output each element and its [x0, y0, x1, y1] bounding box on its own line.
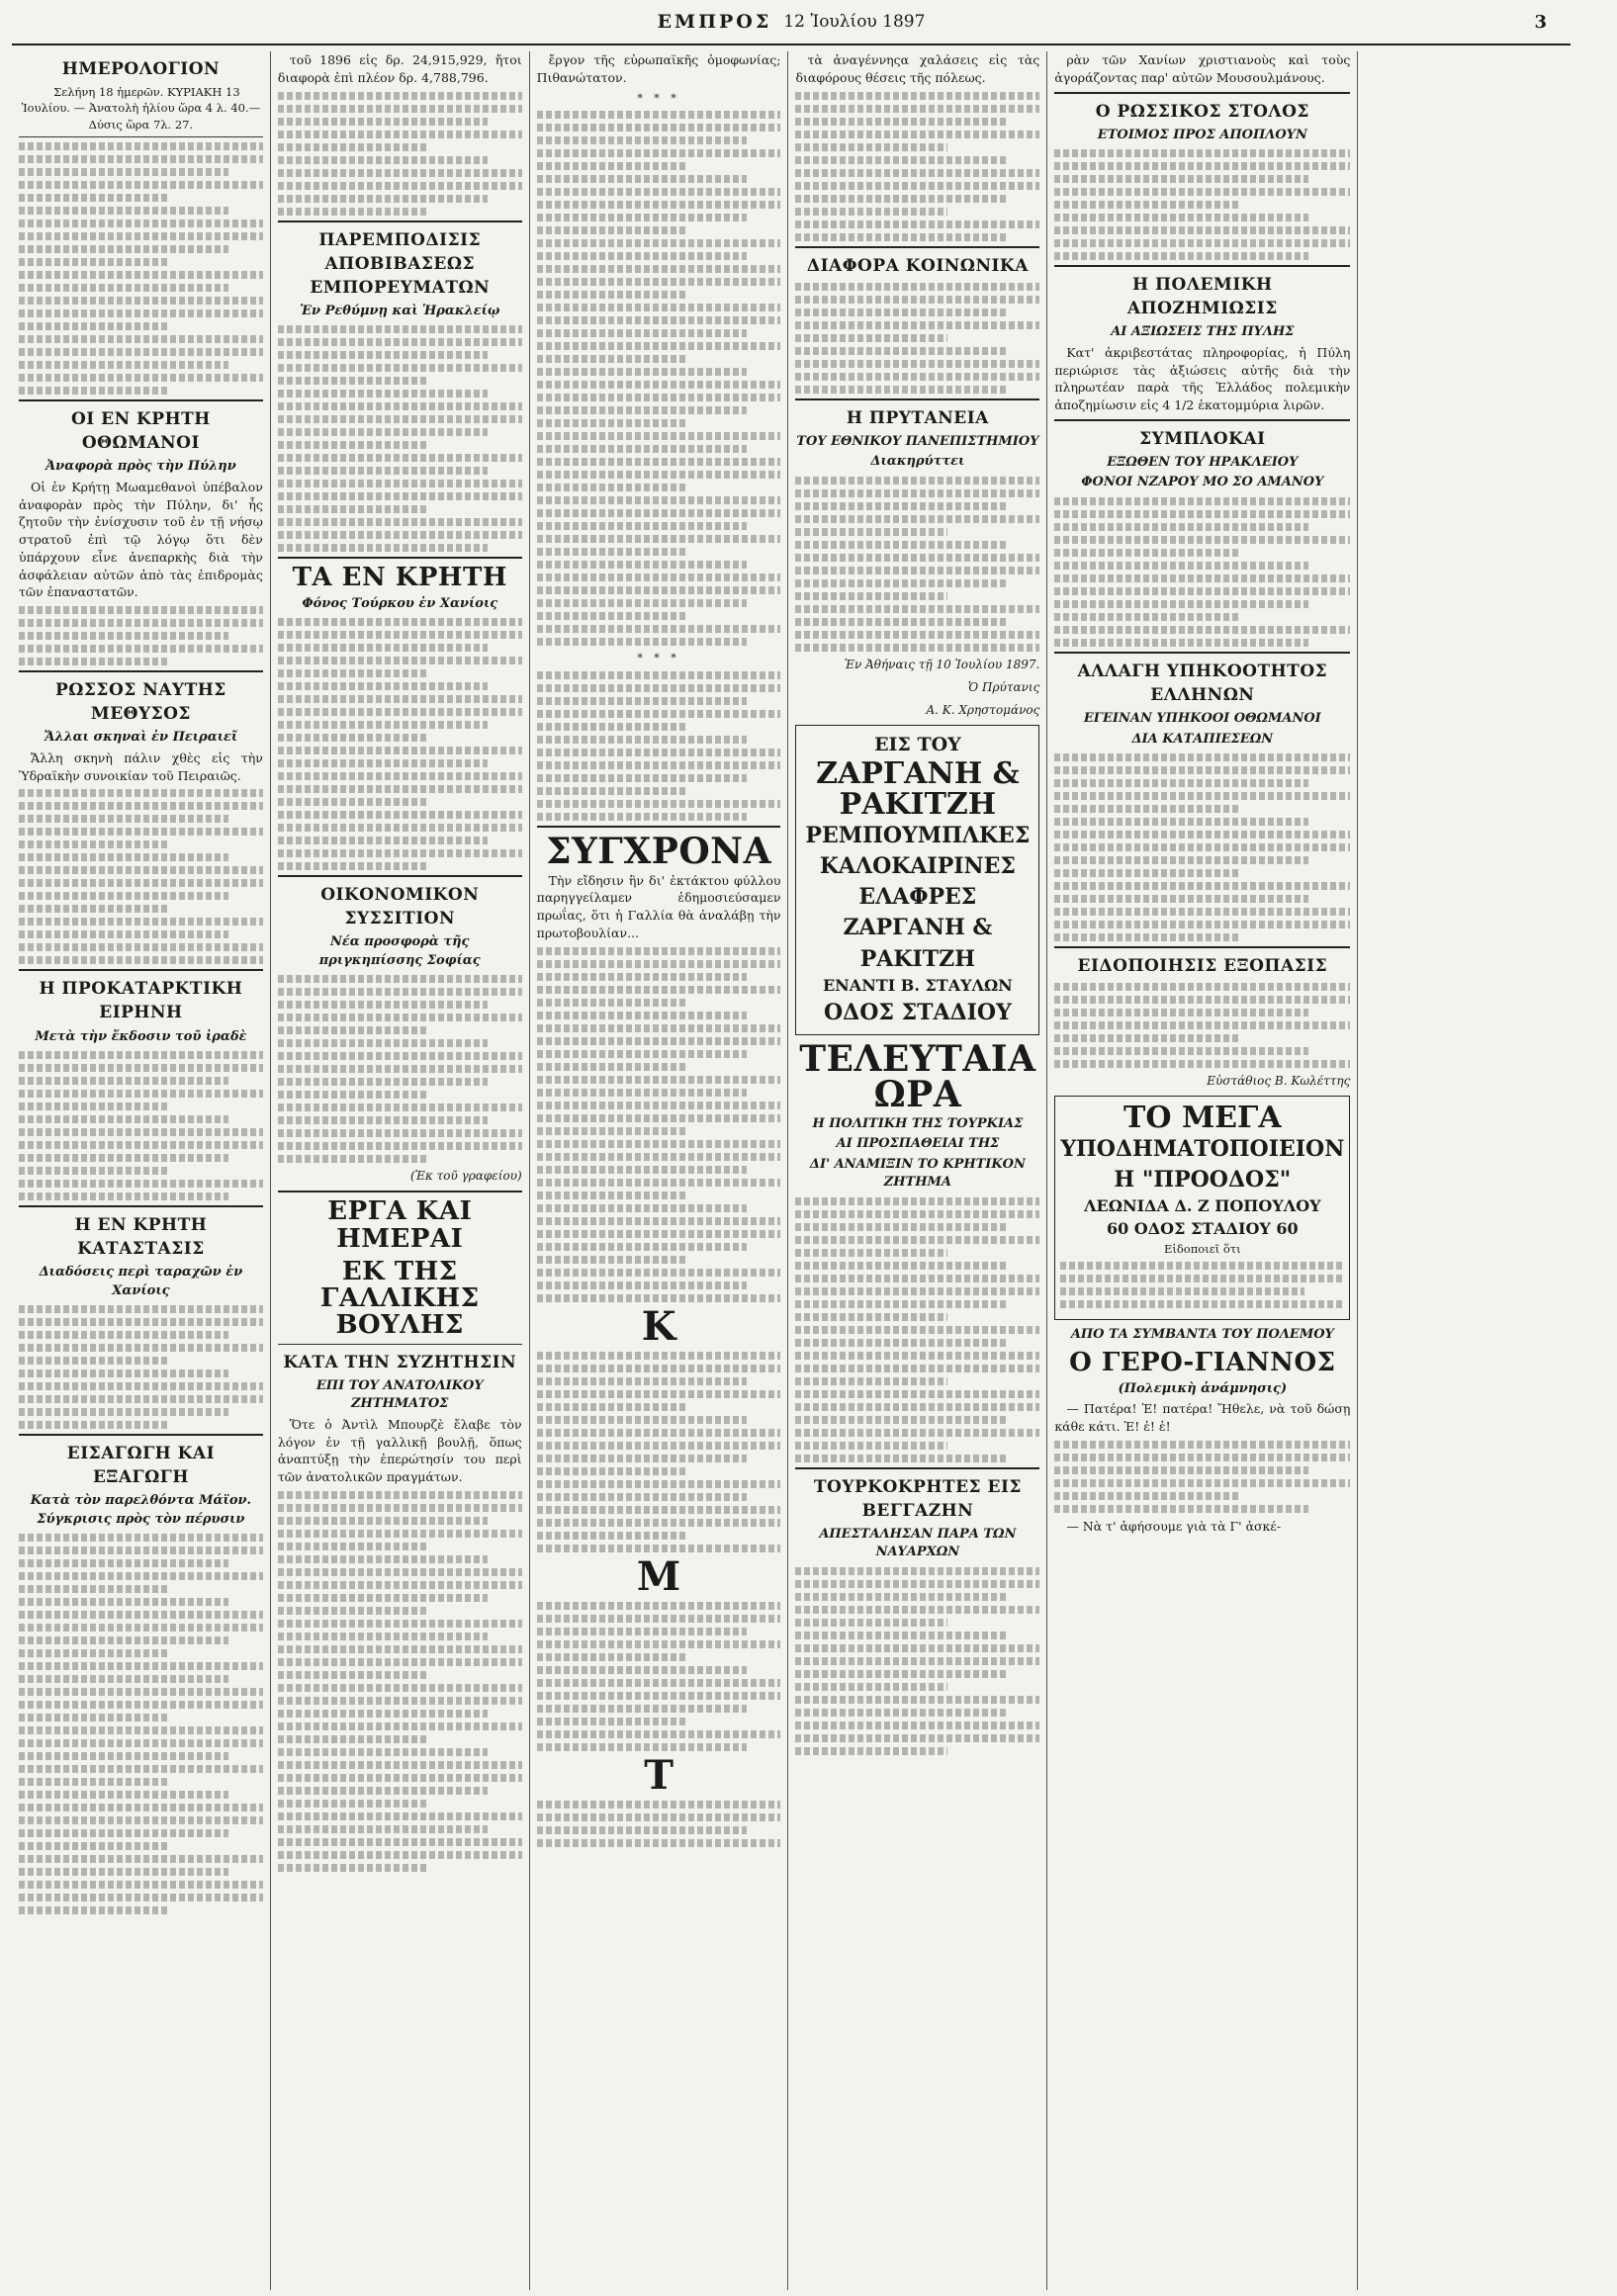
advertisement-shoe-store	[1054, 1096, 1350, 1320]
subheadline: Νέα προσφορὰ τῆς πριγκηπίσσης Σοφίας	[318, 934, 481, 968]
subheadline: ΔΙΑ ΚΑΤΑΠΙΕΣΕΩΝ	[1131, 731, 1274, 747]
headline-clashes: ΣΥΜΠΛΟΚΑΙ	[1139, 428, 1266, 449]
drop-cap: Τ	[644, 1751, 674, 1799]
subheadline: ΑΙ ΠΡΟΣΠΑΘΕΙΑΙ ΤΗΣ	[836, 1136, 1000, 1152]
article-text: τοῦ 1896 εἰς δρ. 24,915,929, ἤτοι διαφορὰ ἐπὶ πλέον δρ. 4,788,796.	[277, 52, 522, 85]
column-6	[1358, 51, 1617, 2290]
headline-crete: ΤΑ ΕΝ ΚΡΗΤΗ	[292, 563, 507, 593]
subheadline: ΕΞΩΘΕΝ ΤΟΥ ΗΡΑΚΛΕΙΟΥ	[1107, 454, 1299, 470]
headline-unloading: ΠΑΡΕΜΠΟΔΙΣΙΣ ΑΠΟΒΙΒΑΣΕΩΣ ΕΜΠΟΡΕΥΜΑΤΩΝ	[310, 229, 491, 298]
headline-benghazi: ΤΟΥΡΚΟΚΡΗΤΕΣ ΕΙΣ ΒΕΓΓΑΖΗΝ	[813, 1476, 1022, 1521]
headline-contemporary: ΣΥΓΧΡΟΝΑ	[546, 830, 772, 872]
headline-notice: ΕΙΔΟΠΟΙΗΣΙΣ ΕΞΟΠΑΣΙΣ	[1077, 955, 1328, 976]
headline-soup-kitchen: ΟΙΚΟΝΟΜΙΚΟΝ ΣΥΣΣΙΤΙΟΝ	[320, 885, 480, 929]
sign-place: Ἐν Ἀθήναις τῇ 10 Ἰουλίου 1897.	[844, 657, 1040, 671]
subheadline: Διακηρύττει	[870, 454, 965, 470]
headline-works-days: ΕΡΓΑ ΚΑΙ ΗΜΕΡΑΙ	[327, 1196, 473, 1254]
ad-line: ΖΑΡΓΑΝΗ & ΡΑΚΙΤΖΗ	[843, 915, 993, 972]
headline-last-hour: ΤΕΛΕΥΤΑΙΑ ΩΡΑ	[799, 1037, 1036, 1115]
sign-name: Α. Κ. Χρηστομάνος	[926, 702, 1040, 717]
headline-russian-sailor: ΡΩΣΣΟΣ ΝΑΥΤΗΣ ΜΕΘΥΣΟΣ	[55, 680, 226, 725]
column-1	[12, 51, 271, 2290]
ad-line: Εἰδοποιεῖ ὅτι	[1163, 1241, 1241, 1256]
subheadline: ΑΙ ΑΞΙΩΣΕΙΣ ΤΗΣ ΠΥΛΗΣ	[1111, 324, 1295, 340]
headline-import-export: ΕΙΣΑΓΩΓΗ ΚΑΙ ΕΞΑΓΩΓΗ	[66, 1444, 216, 1488]
sign-role: Ὁ Πρύτανις	[967, 679, 1040, 694]
ad-line: ΚΑΛΟΚΑΙΡΙΝΕΣ	[819, 852, 1016, 879]
ad-line: ΕΝΑΝΤΙ Β. ΣΤΑΥΛΩΝ	[822, 975, 1013, 995]
ad-line: ΤΟ ΜΕΓΑ	[1123, 1101, 1282, 1136]
subheadline: Ἀναφορὰ πρὸς τὴν Πύλην	[45, 459, 236, 475]
ad-line: 60 ΟΔΟΣ ΣΤΑΔΙΟΥ 60	[1106, 1218, 1299, 1238]
ad-line: ΖΑΡΓΑΝΗ & ΡΑΚΙΤΖΗ	[816, 755, 1020, 823]
sign-name: Εὐστάθιος Β. Κωλέττης	[1207, 1074, 1351, 1089]
article-text: ρὰν τῶν Χανίων χριστιανοὺς καὶ τοὺς ἀγοράζοντας παρ' αὐτῶν Μουσουλμάνους.	[1054, 52, 1351, 85]
calendar-text: Σελήνη 18 ἡμερῶν. ΚΥΡΙΑΚΗ 13 Ἰουλίου. — Ἀνατολὴ ἡλίου ὥρα 4 λ. 40.— Δύσις ὥρα 7λ. 27.	[21, 85, 261, 132]
headline-nationality-change: ΑΛΛΑΓΗ ΥΠΗΚΟΟΤΗΤΟΣ ΕΛΛΗΝΩΝ	[1077, 661, 1328, 705]
ad-line: ΛΕΩΝΙΔΑ Δ. Ζ ΠΟΠΟΥΛΟΥ	[1084, 1196, 1321, 1216]
subheadline: Κατὰ τὸν παρελθόντα Μάϊον. Σύγκρισις πρὸς τὸν πέρυσιν	[30, 1493, 252, 1527]
headline-rectorate: Η ΠΡΥΤΑΝΕΙΑ	[846, 407, 989, 428]
column-2	[271, 51, 530, 2290]
article-text: — Πατέρα! Ἐ! πατέρα! Ἤθελε, νὰ τοῦ δώσῃ κάθε κάτι. Ἐ! ἐ! ἐ!	[1054, 1401, 1351, 1434]
subheadline: Μετὰ τὴν ἔκδοσιν τοῦ ἰραδὲ	[35, 1028, 247, 1044]
article-text: Ὅτε ὁ Ἀντὶλ Μπουρζὲ ἔλαβε τὸν λόγον ἐν τῇ γαλλικῇ βουλῇ, ὅπως ἀναπτύξῃ τὴν ἐπερώτησίν του περὶ τῶν ἀνατολικῶν πραγμάτων.	[277, 1416, 522, 1485]
subheadline: Φόνος Τούρκου ἐν Χανίοις	[302, 595, 498, 611]
ad-line: ΟΔΟΣ ΣΤΑΔΙΟΥ	[823, 999, 1012, 1025]
advertisement-zargani	[795, 725, 1039, 1035]
subheadline: ΔΙ' ΑΝΑΜΙΞΙΝ ΤΟ ΚΡΗΤΙΚΟΝ ΖΗΤΗΜΑ	[809, 1156, 1026, 1191]
column-5	[1047, 51, 1358, 2290]
subheadline: Η ΠΟΛΙΤΙΚΗ ΤΗΣ ΤΟΥΡΚΙΑΣ	[812, 1115, 1024, 1131]
column-3: ἔργον τῆς εὐρωπαϊκῆς ὁμοφωνίας; Πιθανώτατον. * * * * * * ΣΥΓΧΡΟΝΑ Τὴν εἴδησιν ἣν δι' ἐκτάκτου φύλλου παρηγγείλαμεν ἐδημοσιεύσαμεν πρωΐας, ὅτι ἡ Γαλλία θὰ ἀναλάβῃ τὴν πρωτοβουλίαν... Κ Μ Τ	[530, 51, 789, 2290]
subheadline: (Πολεμικὴ ἀνάμνησις)	[1118, 1380, 1288, 1396]
headline-discussion: ΚΑΤΑ ΤΗΝ ΣΥΖΗΤΗΣΙΝ	[283, 1352, 517, 1372]
headline-preliminary-peace: Η ΠΡΟΚΑΤΑΡΚΤΙΚΗ ΕΙΡΗΝΗ	[39, 979, 243, 1023]
article-text: Ἄλλη σκηνὴ πάλιν χθὲς εἰς τὴν Ὑδραϊκὴν συνοικίαν τοῦ Πειραιῶς.	[19, 750, 263, 783]
headline-social: ΔΙΑΦΟΡΑ ΚΟΙΝΩΝΙΚΑ	[806, 255, 1029, 276]
ad-line: ΥΠΟΔΗΜΑΤΟΠΟΙΕΙΟΝ	[1060, 1135, 1345, 1162]
subheadline: ΕΓΕΙΝΑΝ ΥΠΗΚΟΟΙ ΟΘΩΜΑΝΟΙ	[1083, 711, 1321, 727]
ad-line: Η "ΠΡΟΟΔΟΣ"	[1114, 1166, 1292, 1192]
subheadline: ΕΤΟΙΜΟΣ ΠΡΟΣ ΑΠΟΠΛΟΥΝ	[1097, 127, 1307, 142]
headline-war-indemnity: Η ΠΟΛΕΜΙΚΗ ΑΠΟΖΗΜΙΩΣΙΣ	[1126, 275, 1278, 319]
issue-date: 12 Ἰουλίου 1897	[783, 12, 926, 32]
headline-french-chamber: ΕΚ ΤΗΣ ΓΑΛΛΙΚΗΣ ΒΟΥΛΗΣ	[319, 1256, 480, 1341]
column-4	[788, 51, 1047, 2290]
ad-line: ΡΕΜΠΟΥΜΠΛΚΕΣ	[805, 822, 1031, 848]
subheadline: Ἐν Ρεθύμνῃ καὶ Ἡρακλείῳ	[300, 303, 500, 318]
article-text: Οἱ ἐν Κρήτῃ Μωαμεθανοὶ ὑπέβαλον ἀναφορὰν πρὸς τὴν Πύλην, δι' ἧς ζητοῦν τὴν ἐνίσχυσιν τοῦ ἐν τῇ νήσῳ στρατοῦ ἐπὶ τῷ λόγῳ ὅτι δὲν ὑπάρχουν εἶνε ἀνεπαρκὴς διὰ τὴν ἀσφάλειαν αὐτῶν ἀπὸ τὰς ἐπιδρομὰς τῶν ἐπαναστατῶν.	[19, 479, 263, 600]
headline-ottomans-crete: ΟΙ ΕΝ ΚΡΗΤΗ ΟΘΩΜΑΝΟΙ	[70, 409, 211, 454]
subheadline: ΑΠΟ ΤΑ ΣΥΜΒΑΝΤΑ ΤΟΥ ΠΟΛΕΜΟΥ	[1070, 1326, 1334, 1342]
article-text: Κατ' ἀκριβεστάτας πληροφορίας, ἡ Πύλη περιώρισε τὰς ἀξιώσεις αὐτῆς διὰ τὴν πληρωτέαν παρὰ τῆς Ἑλλάδος πολεμικὴν ἀποζημίωσιν εἰς 4 1/2 ἑκατομμύρια λιρῶν.	[1054, 344, 1351, 413]
article-body	[19, 142, 263, 395]
subheadline: ΤΟΥ ΕΘΝΙΚΟΥ ΠΑΝΕΠΙΣΤΗΜΙΟΥ	[796, 433, 1039, 449]
paper-name: ΕΜΠΡΟΣ	[657, 11, 772, 33]
subheadline: Ἄλλαι σκηναὶ ἐν Πειραιεῖ	[44, 730, 238, 746]
subheadline: ΦΟΝΟΙ ΝΖΑΡΟΥ ΜΟ ΣΟ ΑΜΑΝΟΥ	[1081, 475, 1324, 490]
drop-cap: Κ	[641, 1302, 676, 1350]
article-text: τὰ ἀναγέννηςα χαλάσεις εἰς τὰς διαφόρους θέσεις τῆς πόλεως.	[795, 52, 1040, 85]
page-number: 3	[1534, 11, 1547, 33]
article-text: — Νὰ τ' ἀφήσουμε γιὰ τὰ Γ' ἀσκέ-	[1066, 1518, 1282, 1534]
subheadline: Διαδόσεις περὶ ταραχῶν ἐν Χανίοις	[39, 1265, 243, 1298]
ad-line: ΕΙΣ ΤΟΥ	[874, 733, 961, 755]
drop-cap: Μ	[636, 1552, 681, 1600]
subheadline: ΑΠΕΣΤΑΛΗΣΑΝ ΠΑΡΑ ΤΩΝ ΝΑΥΑΡΧΩΝ	[819, 1526, 1017, 1560]
headline-calendar: ΗΜΕΡΟΛΟΓΙΟΝ	[61, 59, 221, 79]
columns	[12, 45, 1571, 2290]
article-text: ἔργον τῆς εὐρωπαϊκῆς ὁμοφωνίας; Πιθανώτατον.	[536, 52, 781, 85]
headline-old-giannos: Ο ΓΕΡΟ-ΓΙΑΝΝΟΣ	[1069, 1348, 1336, 1378]
headline-russian-fleet: Ο ΡΩΣΣΙΚΟΣ ΣΤΟΛΟΣ	[1095, 101, 1309, 122]
headline-crete-situation: Η ΕΝ ΚΡΗΤΗ ΚΑΤΑΣΤΑΣΙΣ	[74, 1214, 208, 1260]
article-text: Τὴν εἴδησιν ἣν δι' ἐκτάκτου φύλλου παρηγγείλαμεν ἐδημοσιεύσαμεν πρωΐας, ὅτι ἡ Γαλλία θὰ ἀναλάβῃ τὴν πρωτοβουλίαν...	[536, 872, 781, 940]
office-note: (Ἐκ τοῦ γραφείου)	[410, 1169, 522, 1184]
subheadline: ΕΠΙ ΤΟΥ ΑΝΑΤΟΛΙΚΟΥ ΖΗΤΗΜΑΤΟΣ	[315, 1377, 484, 1412]
ad-line: ΕΛΑΦΡΕΣ	[858, 884, 977, 911]
masthead	[12, 0, 1571, 45]
